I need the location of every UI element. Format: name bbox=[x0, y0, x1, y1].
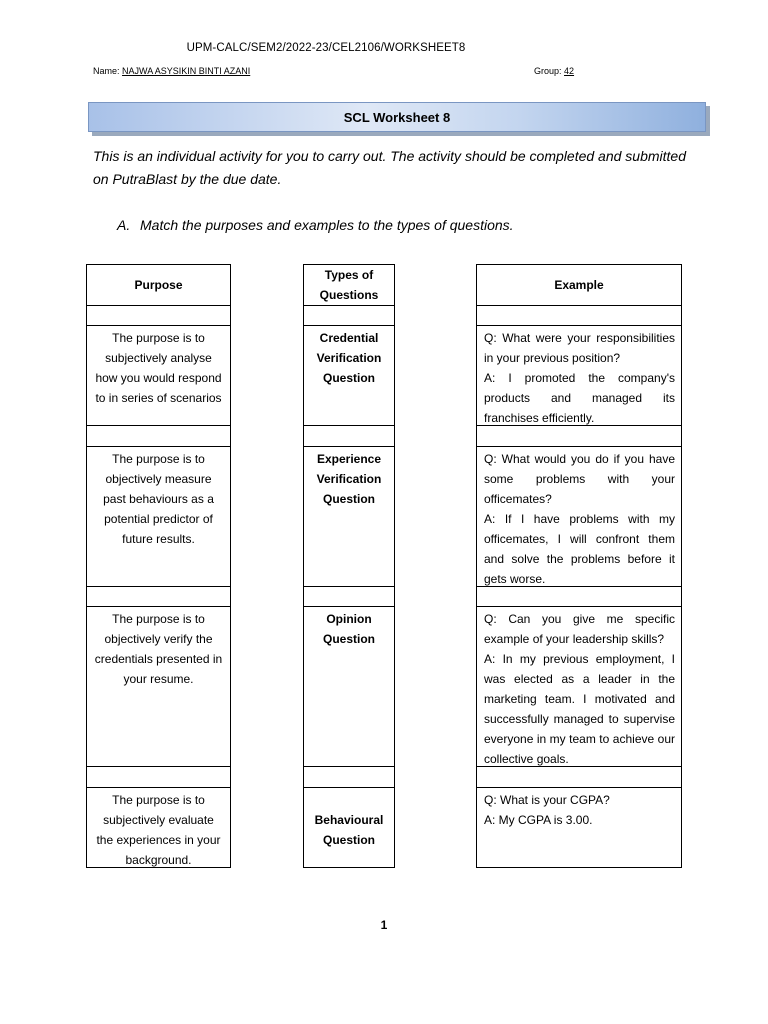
spacer-cell bbox=[303, 766, 395, 788]
spacer-cell bbox=[86, 586, 231, 607]
section-text: Match the purposes and examples to the types of questions. bbox=[140, 217, 514, 233]
spacer-cell bbox=[303, 305, 395, 326]
example-answer: A: If I have problems with my officemates, I will confront them and solve the problems before it gets worse. bbox=[484, 512, 675, 586]
purpose-line: background. bbox=[125, 853, 192, 867]
title-banner bbox=[88, 102, 706, 132]
spacer-cell bbox=[86, 766, 231, 788]
type-line: Credential bbox=[319, 331, 379, 345]
spacer-cell bbox=[86, 425, 231, 447]
example-cell bbox=[476, 325, 682, 426]
spacer-cell bbox=[476, 425, 682, 447]
purpose-line: The purpose is to bbox=[112, 331, 205, 345]
type-line: Opinion bbox=[326, 612, 372, 626]
example-cell bbox=[476, 446, 682, 587]
purpose-line: objectively measure bbox=[105, 472, 212, 486]
purpose-header-label: Purpose bbox=[134, 278, 183, 292]
worksheet-title: SCL Worksheet 8 bbox=[343, 109, 451, 125]
purpose-line: potential predictor of bbox=[104, 512, 213, 526]
purpose-line: subjectively analyse bbox=[105, 351, 212, 365]
example-cell bbox=[476, 606, 682, 767]
document-code: UPM-CALC/SEM2/2022-23/CEL2106/WORKSHEET8 bbox=[186, 42, 466, 54]
type-cell bbox=[303, 325, 395, 426]
purpose-cell bbox=[86, 446, 231, 587]
purpose-line: subjectively evaluate bbox=[103, 813, 214, 827]
type-line: Question bbox=[322, 833, 375, 847]
types-header bbox=[303, 264, 395, 306]
spacer-cell bbox=[476, 586, 682, 607]
types-header-line2: Questions bbox=[319, 288, 379, 302]
example-answer: A: I promoted the company's products and managed its franchises efficiently. bbox=[484, 371, 675, 425]
type-line: Question bbox=[322, 371, 375, 385]
example-cell bbox=[476, 787, 682, 868]
purpose-header bbox=[86, 264, 231, 306]
example-answer: A: In my previous employment, I was elected as a leader in the marketing team. I motivated and successfully managed to supervise everyone in my team to achieve our collective goals. bbox=[484, 652, 675, 766]
type-cell bbox=[303, 606, 395, 767]
purpose-line: future results. bbox=[122, 532, 195, 546]
type-line: Verification bbox=[316, 351, 382, 365]
example-question: Q: What would you do if you have some problems with your officemates? bbox=[484, 452, 675, 506]
type-line: Verification bbox=[316, 472, 382, 486]
type-line: Question bbox=[322, 492, 375, 506]
section-letter: A. bbox=[117, 217, 131, 233]
purpose-cell bbox=[86, 787, 231, 868]
type-cell bbox=[303, 787, 395, 868]
purpose-line: credentials presented in bbox=[94, 652, 223, 666]
purpose-line: your resume. bbox=[123, 672, 194, 686]
purpose-line: to in series of scenarios bbox=[95, 391, 222, 405]
spacer-cell bbox=[476, 766, 682, 788]
page-number: 1 bbox=[380, 918, 388, 932]
example-header bbox=[476, 264, 682, 306]
name-label: Name: bbox=[93, 66, 120, 76]
group-line bbox=[534, 66, 574, 76]
example-header-label: Example bbox=[554, 278, 604, 292]
spacer-cell bbox=[86, 305, 231, 326]
purpose-line: how you would respond bbox=[95, 371, 222, 385]
type-cell bbox=[303, 446, 395, 587]
purpose-line: objectively verify the bbox=[104, 632, 213, 646]
purpose-cell bbox=[86, 606, 231, 767]
type-line: Question bbox=[322, 632, 375, 646]
intro-paragraph: This is an individual activity for you to carry out. The activity should be completed and submitted on PutraBlast by the due date. bbox=[93, 148, 686, 187]
example-answer: A: My CGPA is 3.00. bbox=[484, 813, 593, 827]
example-question: Q: What were your responsibilities in your previous position? bbox=[484, 331, 675, 365]
type-line: Experience bbox=[316, 452, 382, 466]
purpose-line: The purpose is to bbox=[112, 452, 205, 466]
example-question: Q: Can you give me specific example of your leadership skills? bbox=[484, 612, 675, 646]
purpose-line: The purpose is to bbox=[112, 612, 205, 626]
group-label: Group: bbox=[534, 66, 562, 76]
group-number: 42 bbox=[564, 66, 575, 76]
purpose-line: The purpose is to bbox=[112, 793, 205, 807]
section-a-instruction bbox=[117, 217, 514, 233]
purpose-cell bbox=[86, 325, 231, 426]
spacer-cell bbox=[303, 586, 395, 607]
type-line: Behavioural bbox=[314, 813, 384, 827]
student-name: NAJWA ASYSIKIN BINTI AZANI bbox=[122, 66, 251, 76]
types-header-line1: Types of bbox=[324, 268, 374, 282]
student-name-line bbox=[93, 66, 250, 76]
purpose-line: past behaviours as a bbox=[103, 492, 214, 506]
purpose-line: the experiences in your bbox=[96, 833, 221, 847]
spacer-cell bbox=[303, 425, 395, 447]
spacer-cell bbox=[476, 305, 682, 326]
example-question: Q: What is your CGPA? bbox=[484, 793, 610, 807]
